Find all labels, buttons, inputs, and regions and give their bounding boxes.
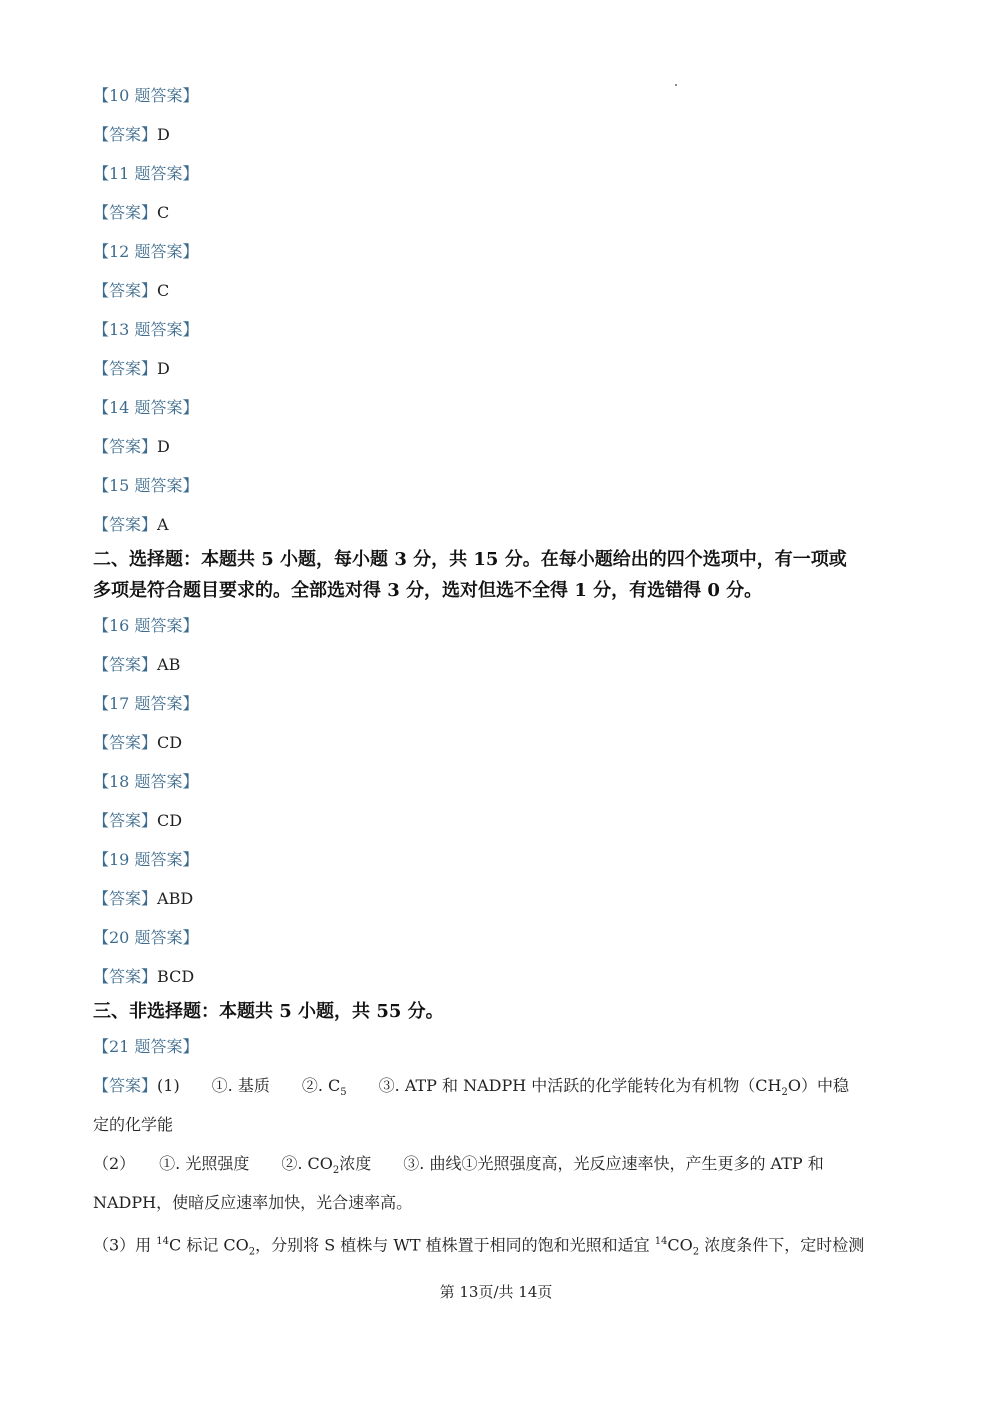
- answer-value: BCD: [157, 967, 195, 986]
- answer-line-11: [93, 203, 169, 223]
- answer-value: A: [157, 515, 169, 534]
- answer-tag: 【答案】: [93, 437, 158, 456]
- answer-head-16: 【16 题答案】: [93, 616, 199, 635]
- q21-part1-sub: 5: [340, 1087, 347, 1099]
- answer-line-20: [93, 967, 194, 987]
- answer-head-20: 【20 题答案】: [93, 928, 199, 947]
- answer-tag: 【答案】: [93, 203, 158, 222]
- q21-part3-d: CO: [667, 1235, 693, 1255]
- q21-part3: [93, 1232, 864, 1263]
- q21-part3-sub: 2: [248, 1246, 256, 1258]
- q21-part2-sub: 2: [332, 1165, 340, 1177]
- q21-part1-c: O）中稳: [787, 1076, 850, 1095]
- answer-head-21: 【21 题答案】: [93, 1037, 199, 1056]
- q21-part1: [93, 1076, 849, 1103]
- q21-part3-e: 浓度条件下，定时检测: [699, 1235, 865, 1255]
- stray-dot: [675, 84, 677, 86]
- answer-line-17: [93, 733, 182, 753]
- answer-value: CD: [157, 811, 183, 830]
- answer-head-14: 【14 题答案】: [93, 398, 199, 417]
- answer-head-12: 【12 题答案】: [93, 242, 199, 261]
- q21-part3-sup: 14: [156, 1236, 170, 1247]
- answer-line-15: [93, 515, 169, 535]
- answer-tag: 【答案】: [93, 967, 158, 986]
- answer-line-10: [93, 125, 170, 145]
- section-2-heading-line2: 多项是符合题目要求的。全部选对得 3 分，选对但选不全得 1 分，有选错得 0 分。: [93, 580, 763, 601]
- answer-tag: 【答案】: [93, 515, 158, 534]
- answer-head-18: 【18 题答案】: [93, 772, 199, 791]
- q21-part3-sub2: 2: [692, 1246, 700, 1258]
- answer-head-13: 【13 题答案】: [93, 320, 199, 339]
- q21-part3-sup2: 14: [654, 1236, 668, 1247]
- answer-value: C: [157, 281, 170, 300]
- answer-line-14: [93, 437, 170, 457]
- q21-part1-cont: 定的化学能: [93, 1115, 174, 1134]
- answer-value: C: [157, 203, 170, 222]
- answer-line-19: [93, 889, 193, 909]
- q21-part1-b: ③. ATP 和 NADPH 中活跃的化学能转化为有机物（CH: [346, 1076, 782, 1095]
- answer-value: AB: [157, 655, 181, 674]
- q21-part1-a: (1) ①. 基质 ②. C: [157, 1076, 341, 1095]
- answer-head-10: 【10 题答案】: [93, 86, 199, 105]
- answer-value: D: [157, 359, 170, 378]
- answer-value: D: [157, 125, 170, 144]
- answer-head-15: 【15 题答案】: [93, 476, 199, 495]
- answer-head-17: 【17 题答案】: [93, 694, 199, 713]
- answer-tag: 【答案】: [93, 889, 158, 908]
- answer-value: CD: [157, 733, 183, 752]
- page-footer: 第 13页/共 14页: [439, 1283, 553, 1301]
- q21-part2: [93, 1154, 824, 1181]
- answer-value: D: [157, 437, 170, 456]
- q21-part2-a: （2） ①. 光照强度 ②. CO: [93, 1154, 333, 1173]
- answer-line-12: [93, 281, 169, 301]
- q21-part2-cont: NADPH，使暗反应速率加快，光合速率高。: [93, 1193, 413, 1212]
- answer-tag: 【答案】: [93, 733, 158, 752]
- section-2-heading-line1: 二、选择题：本题共 5 小题，每小题 3 分，共 15 分。在每小题给出的四个选项中，有一项或: [93, 549, 847, 570]
- answer-tag: 【答案】: [93, 125, 158, 144]
- q21-part1-sub2: 2: [781, 1087, 788, 1099]
- answer-tag: 【答案】: [93, 359, 158, 378]
- answer-line-13: [93, 359, 170, 379]
- q21-part3-c: ，分别将 S 植株与 WT 植株置于相同的饱和光照和适宜: [255, 1235, 655, 1255]
- answer-tag: 【答案】: [93, 1076, 158, 1095]
- answer-head-19: 【19 题答案】: [93, 850, 199, 869]
- q21-part3-a: （3）用: [93, 1235, 157, 1255]
- section-3-heading: 三、非选择题：本题共 5 小题，共 55 分。: [93, 1001, 444, 1022]
- q21-part3-b: C 标记 CO: [169, 1235, 249, 1255]
- answer-tag: 【答案】: [93, 281, 158, 300]
- answer-tag: 【答案】: [93, 655, 158, 674]
- q21-part2-b: 浓度 ③. 曲线①光照强度高，光反应速率快，产生更多的 ATP 和: [339, 1154, 824, 1173]
- answer-head-11: 【11 题答案】: [93, 164, 199, 183]
- answer-value: ABD: [157, 889, 194, 908]
- answer-tag: 【答案】: [93, 811, 158, 830]
- answer-line-16: [93, 655, 180, 675]
- answer-line-18: [93, 811, 182, 831]
